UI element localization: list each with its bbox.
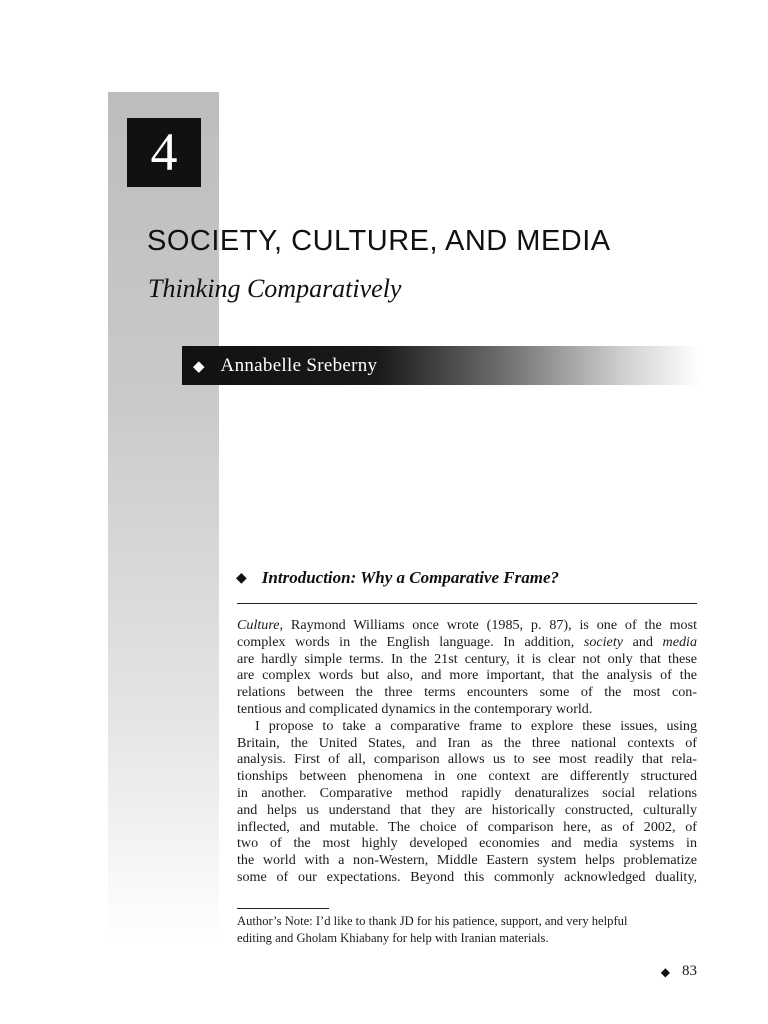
body-line-text: Raymond Williams once wrote (1985, p. 87), is one of the most	[283, 617, 697, 633]
authors-note	[237, 913, 697, 946]
body-line: some of our expectations. Beyond this commonly acknowledged duality,	[237, 868, 697, 885]
section-rule	[237, 603, 697, 604]
italic-term: society	[583, 633, 623, 650]
chapter-number: 4	[127, 118, 201, 187]
chapter-title: SOCIETY, CULTURE, AND MEDIA	[147, 225, 611, 257]
body-line: inflected, and mutable. The choice of comparison here, as of 2002, of	[237, 818, 697, 835]
italic-term: media	[662, 633, 697, 650]
body-line: in another. Comparative method rapidly denaturalizes social relations	[237, 784, 697, 801]
page-number-text: 83	[682, 963, 697, 979]
body-line: two of the most highly developed economies and media systems in	[237, 835, 697, 852]
body-line: and helps us understand that they are historically constructed, culturally	[237, 801, 697, 818]
body-line: relations between the three terms encounters some of the most con-	[237, 684, 697, 701]
chapter-subtitle: Thinking Comparatively	[148, 274, 402, 303]
body-line	[237, 617, 697, 634]
author-name: Annabelle Sreberny	[220, 354, 378, 376]
body-line: the world with a non-Western, Middle Eastern system helps problematize	[237, 852, 697, 869]
body-line-text: and	[623, 633, 663, 650]
body-text	[237, 617, 697, 886]
italic-term: Culture,	[237, 617, 284, 633]
footnote-line: Author’s Note: I’d like to thank JD for his patience, support, and very helpful	[237, 914, 628, 928]
diamond-bullet-icon: ◆	[660, 964, 670, 979]
body-line	[237, 634, 697, 651]
body-line: Britain, the United States, and Iran as the three national contexts of	[237, 734, 697, 751]
section-heading-text: Introduction: Why a Comparative Frame?	[261, 568, 559, 587]
body-line: tionships between phenomena in one context are differently structured	[237, 768, 697, 785]
chapter-side-band	[108, 92, 219, 942]
body-line: I propose to take a comparative frame to explore these issues, using	[255, 717, 697, 734]
footnote-line: editing and Gholam Khiabany for help with Iranian materials.	[237, 930, 549, 945]
body-line: analysis. First of all, comparison allows us to see most readily that rela-	[237, 751, 697, 768]
body-line: are hardly simple terms. In the 21st century, it is clear not only that these	[237, 650, 697, 667]
author-bar	[182, 346, 700, 385]
footnote-rule	[237, 908, 329, 909]
diamond-bullet-icon: ◆	[193, 356, 205, 375]
diamond-bullet-icon: ◆	[236, 570, 247, 586]
section-heading	[236, 568, 696, 588]
body-line: are complex words but also, and more important, that the analysis of the	[237, 667, 697, 684]
body-line-text: complex words in the English language. In addition,	[237, 633, 584, 650]
page-number	[652, 963, 697, 980]
body-line: tentious and complicated dynamics in the contemporary world.	[237, 700, 593, 717]
